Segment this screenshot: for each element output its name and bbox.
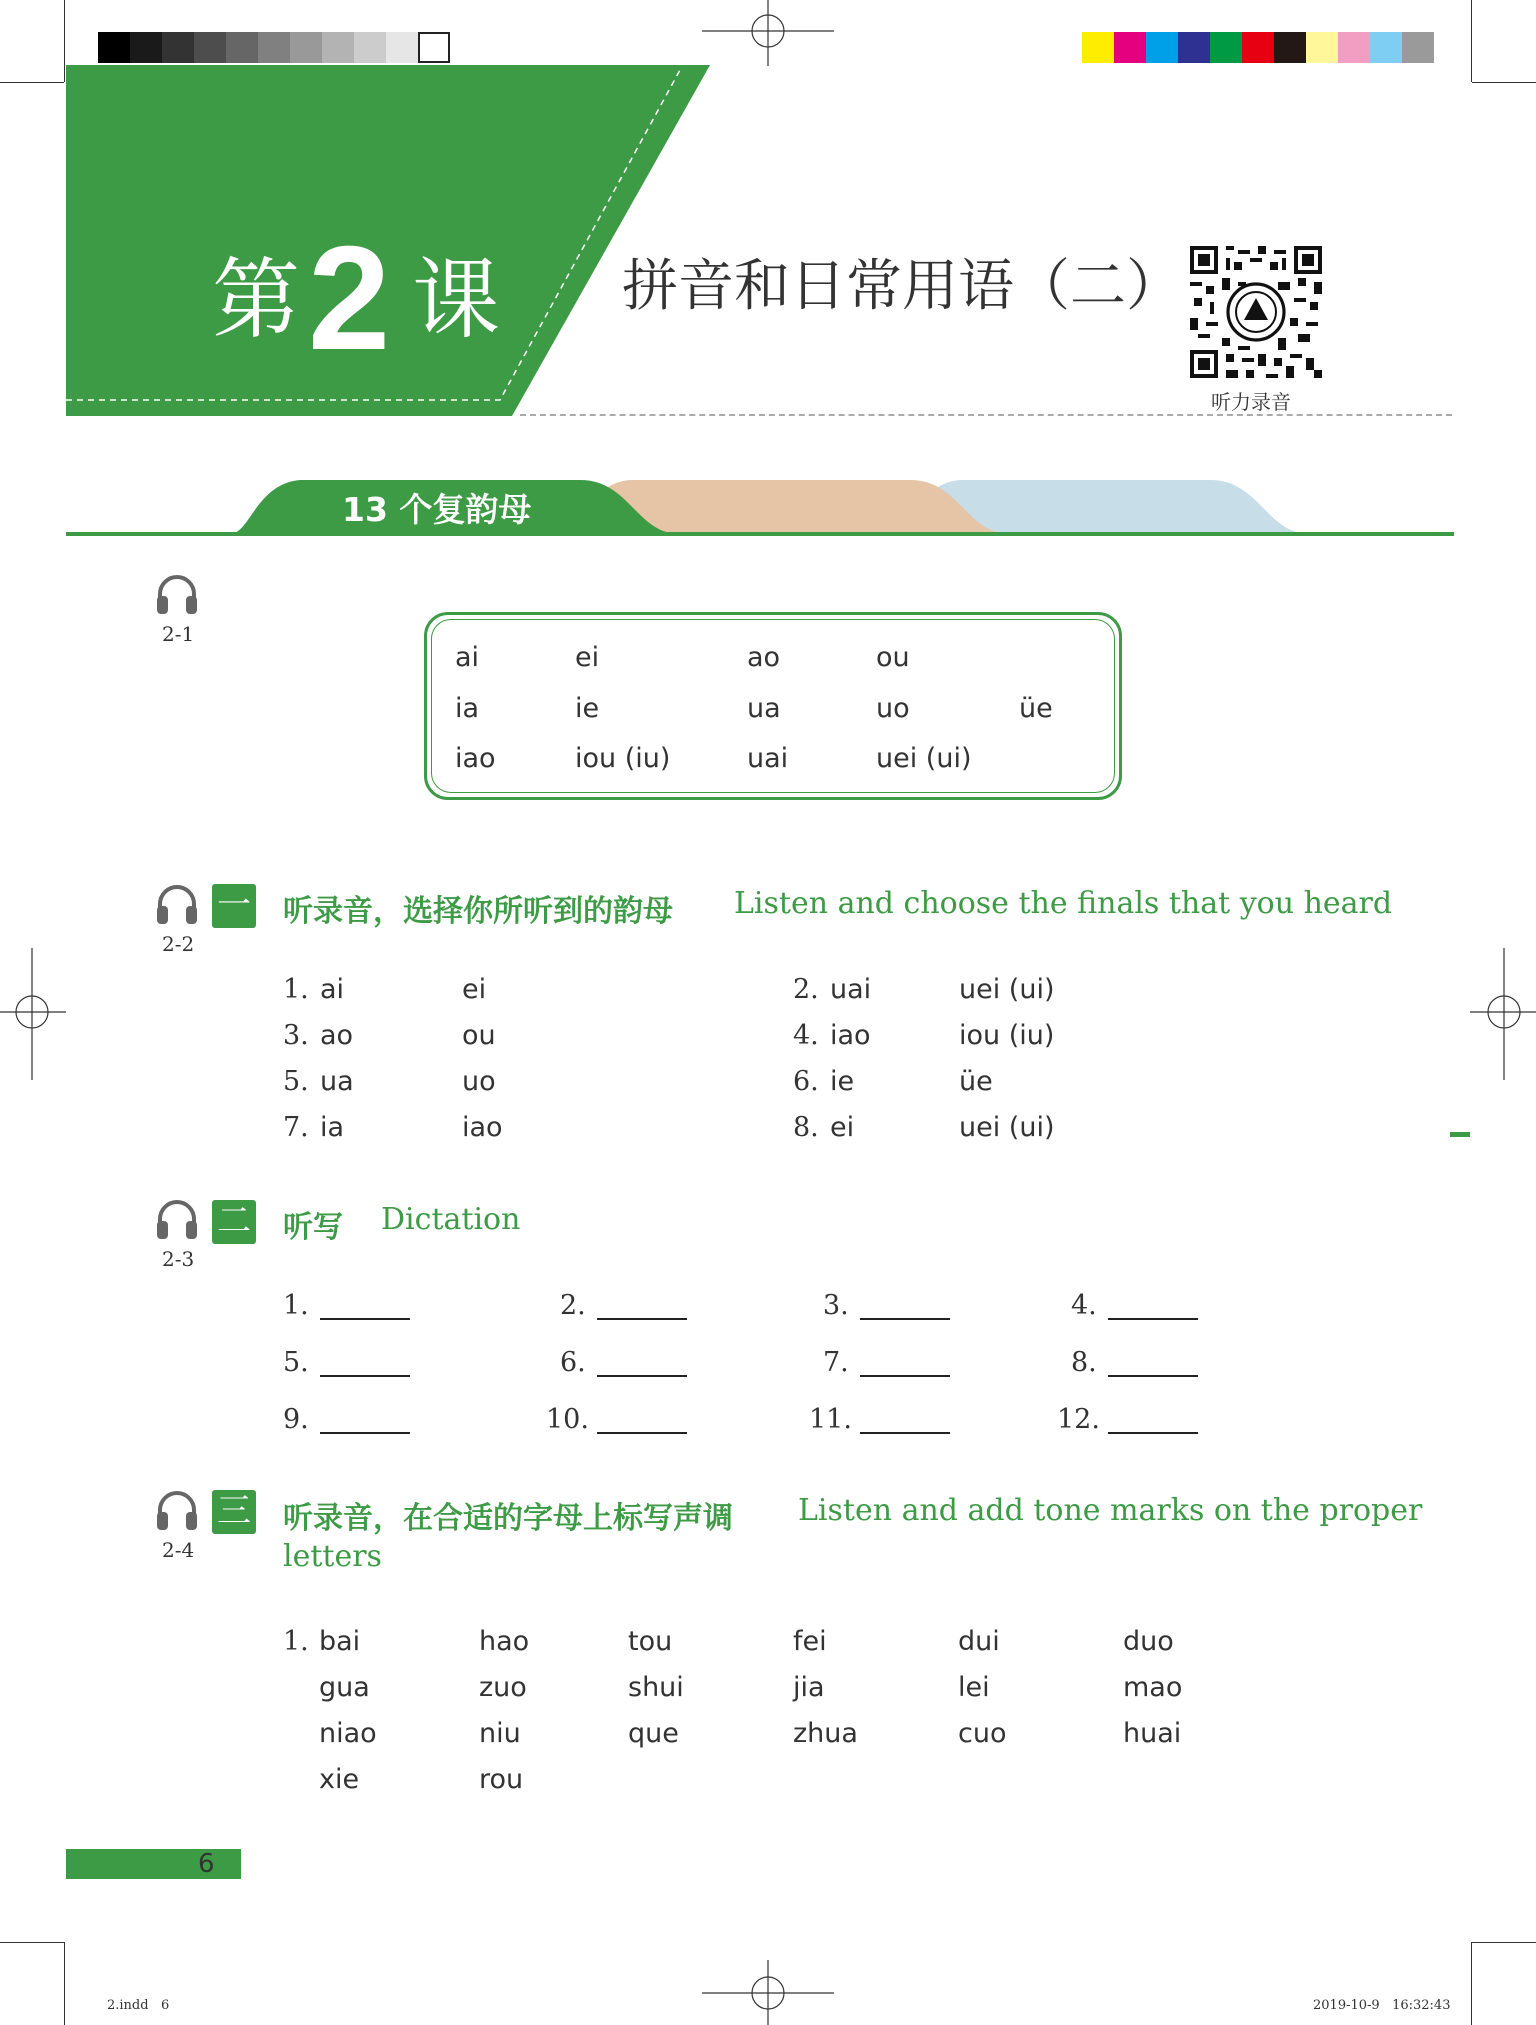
choice-option[interactable]: ei bbox=[830, 1112, 855, 1143]
headphones-icon[interactable] bbox=[153, 1486, 201, 1534]
qr-code bbox=[1190, 246, 1322, 378]
exercise-2-title-en: Dictation bbox=[381, 1202, 521, 1237]
syllable[interactable]: bai bbox=[319, 1626, 361, 1657]
registration-mark-top bbox=[702, 0, 834, 66]
grayscale-color-bar bbox=[98, 16, 454, 47]
choice-option[interactable]: iao bbox=[462, 1112, 503, 1143]
lesson-suffix: 课 bbox=[412, 248, 501, 351]
registration-mark-right bbox=[1470, 948, 1536, 1080]
answer-blank[interactable] bbox=[320, 1432, 410, 1434]
section-tab bbox=[60, 476, 1460, 538]
exercise-3-title-cn: 听录音，在合适的字母上标写声调 bbox=[283, 1501, 733, 1536]
answer-blank[interactable] bbox=[320, 1318, 410, 1320]
final: ai bbox=[455, 642, 480, 673]
syllable[interactable]: dui bbox=[958, 1626, 1000, 1657]
choice-option[interactable]: ei bbox=[462, 974, 487, 1005]
item-number: 12. bbox=[1057, 1404, 1100, 1435]
choice-option[interactable]: üe bbox=[959, 1066, 993, 1097]
answer-blank[interactable] bbox=[860, 1375, 950, 1377]
cmyk-color-bar bbox=[1082, 16, 1438, 47]
final: uo bbox=[876, 693, 910, 724]
qr-caption: 听力录音 bbox=[1211, 390, 1291, 414]
choice-option[interactable]: ai bbox=[320, 974, 345, 1005]
item-number: 2. bbox=[793, 974, 819, 1005]
track-code: 2-3 bbox=[162, 1247, 195, 1271]
syllable[interactable]: xie bbox=[319, 1764, 360, 1795]
choice-option[interactable]: uo bbox=[462, 1066, 496, 1097]
item-number: 11. bbox=[809, 1404, 852, 1435]
page-number: 6 bbox=[198, 1849, 215, 1879]
choice-option[interactable]: ou bbox=[462, 1020, 496, 1051]
item-number: 9. bbox=[283, 1404, 309, 1435]
exercise-2-title-cn: 听写 bbox=[283, 1210, 343, 1245]
headphones-icon[interactable] bbox=[153, 570, 201, 618]
item-number: 1. bbox=[283, 974, 309, 1005]
answer-blank[interactable] bbox=[597, 1375, 687, 1377]
item-number: 6. bbox=[793, 1066, 819, 1097]
item-number: 3. bbox=[283, 1020, 309, 1051]
answer-blank[interactable] bbox=[597, 1318, 687, 1320]
choice-option[interactable]: uei (ui) bbox=[959, 974, 1055, 1005]
track-code: 2-2 bbox=[162, 932, 195, 956]
exercise-3-title-en-cont: letters bbox=[283, 1539, 382, 1574]
headphones-icon[interactable] bbox=[153, 1195, 201, 1243]
syllable[interactable]: jia bbox=[793, 1672, 825, 1703]
item-number: 8. bbox=[1071, 1347, 1097, 1378]
syllable[interactable]: mao bbox=[1123, 1672, 1183, 1703]
answer-blank[interactable] bbox=[860, 1432, 950, 1434]
item-number: 10. bbox=[546, 1404, 589, 1435]
lesson-number: 2 bbox=[308, 216, 391, 381]
syllable[interactable]: niu bbox=[479, 1718, 521, 1749]
final: uei (ui) bbox=[876, 743, 972, 774]
item-number: 3. bbox=[823, 1290, 849, 1321]
headphones-icon[interactable] bbox=[153, 880, 201, 928]
answer-blank[interactable] bbox=[1108, 1375, 1198, 1377]
exercise-1-title-en: Listen and choose the finals that you heard bbox=[734, 886, 1393, 921]
syllable[interactable]: hao bbox=[479, 1626, 530, 1657]
syllable[interactable]: rou bbox=[479, 1764, 524, 1795]
syllable[interactable]: gua bbox=[319, 1672, 370, 1703]
syllable[interactable]: fei bbox=[793, 1626, 827, 1657]
item-number: 4. bbox=[1071, 1290, 1097, 1321]
lesson-prefix: 第 bbox=[212, 248, 301, 351]
track-code: 2-1 bbox=[162, 622, 195, 646]
final: üe bbox=[1019, 693, 1053, 724]
final: ei bbox=[575, 642, 600, 673]
item-number: 6. bbox=[560, 1347, 586, 1378]
syllable[interactable]: duo bbox=[1123, 1626, 1174, 1657]
syllable[interactable]: zhua bbox=[793, 1718, 858, 1749]
track-code: 2-4 bbox=[162, 1538, 195, 1562]
registration-mark-left bbox=[0, 948, 66, 1080]
choice-option[interactable]: iao bbox=[830, 1020, 871, 1051]
lesson-title: 拼音和日常用语（二） bbox=[622, 254, 1182, 319]
syllable[interactable]: tou bbox=[628, 1626, 673, 1657]
answer-blank[interactable] bbox=[860, 1318, 950, 1320]
choice-option[interactable]: ua bbox=[320, 1066, 354, 1097]
syllable[interactable]: shui bbox=[628, 1672, 684, 1703]
final: ia bbox=[455, 693, 480, 724]
choice-option[interactable]: uei (ui) bbox=[959, 1112, 1055, 1143]
item-number: 1. bbox=[283, 1626, 309, 1657]
section-tab-label: 13 个复韵母 bbox=[342, 490, 532, 529]
item-number: 5. bbox=[283, 1066, 309, 1097]
final: iao bbox=[455, 743, 496, 774]
item-number: 7. bbox=[823, 1347, 849, 1378]
item-number: 7. bbox=[283, 1112, 309, 1143]
final: ou bbox=[876, 642, 910, 673]
answer-blank[interactable] bbox=[320, 1375, 410, 1377]
syllable[interactable]: cuo bbox=[958, 1718, 1007, 1749]
final: ie bbox=[575, 693, 600, 724]
header-dashed-rule bbox=[520, 414, 1452, 416]
exercise-1-badge: 一 bbox=[212, 884, 256, 928]
exercise-1-title-cn: 听录音，选择你所听到的韵母 bbox=[283, 894, 673, 929]
exercise-2-badge: 二 bbox=[212, 1200, 256, 1244]
answer-blank[interactable] bbox=[1108, 1318, 1198, 1320]
choice-option[interactable]: iou (iu) bbox=[959, 1020, 1055, 1051]
item-number: 5. bbox=[283, 1347, 309, 1378]
final: ao bbox=[747, 642, 781, 673]
syllable[interactable]: huai bbox=[1123, 1718, 1182, 1749]
answer-blank[interactable] bbox=[597, 1432, 687, 1434]
exercise-3-badge: 三 bbox=[212, 1490, 256, 1534]
choice-option[interactable]: uai bbox=[830, 974, 872, 1005]
final: uai bbox=[747, 743, 789, 774]
item-number: 1. bbox=[283, 1290, 309, 1321]
syllable[interactable]: niao bbox=[319, 1718, 377, 1749]
item-number: 4. bbox=[793, 1020, 819, 1051]
final: iou (iu) bbox=[575, 743, 671, 774]
syllable[interactable]: zuo bbox=[479, 1672, 527, 1703]
answer-blank[interactable] bbox=[1108, 1432, 1198, 1434]
choice-option[interactable]: ia bbox=[320, 1112, 345, 1143]
choice-option[interactable]: ao bbox=[320, 1020, 354, 1051]
item-number: 8. bbox=[793, 1112, 819, 1143]
page-number-bar bbox=[66, 1849, 241, 1879]
item-number: 2. bbox=[560, 1290, 586, 1321]
margin-tab-mark bbox=[1450, 1132, 1470, 1137]
exercise-3-title-en: Listen and add tone marks on the proper bbox=[798, 1493, 1423, 1528]
choice-option[interactable]: ie bbox=[830, 1066, 855, 1097]
syllable[interactable]: lei bbox=[958, 1672, 990, 1703]
slug-timestamp: 2019-10-9 16:32:43 bbox=[1313, 1998, 1451, 2013]
syllable[interactable]: que bbox=[628, 1718, 679, 1749]
registration-mark-bottom bbox=[702, 1960, 834, 2025]
slug-file-name: 2.indd 6 bbox=[107, 1998, 170, 2013]
final: ua bbox=[747, 693, 781, 724]
